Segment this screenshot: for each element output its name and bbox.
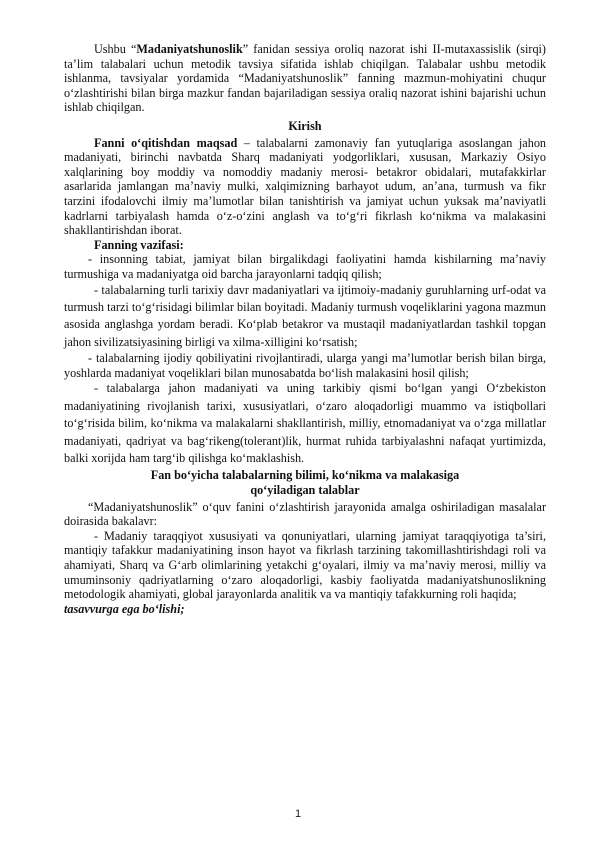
- requirement-closing: [64, 602, 546, 617]
- task-item-2: - talabalarning turli tarixiy davr madaniyatlari va ijtimoiy-madaniy guruhlarning urf-odat va turmush tarzi to‘g‘risidagi bilimlar bilan boyitadi. Madaniy turmush voqeliklarini yagona mazmun asosida anglashga yordam beradi. Ko‘plab betakror va mustaqil madaniyatlardan tashkil topgan jahon sivilizatsiyasining birligi va xilma-xilligini ko‘rsatish;: [64, 282, 546, 349]
- goal-text: – talabalarni zamonaviy fan yutuqlariga asoslangan jahon madaniyati, birinchi navbatda Sharq madaniyati yodgorliklari, xususan, Markaziy Osiyo xalqlarining boy moddiy va nomoddiy madaniy merosi- betakror obidalari, mutafakkirlar asarlarida jamlangan ma’naviy mulki, xalqimizning barhayot udum, an’ana, turmush va fikr tarzini ifodalovchi ilmiy ma’lumotlar bilan tanishtirish va jamiyat uchun yuksak ma’naviyatli kadrlarni tarbiyalash hamda o‘z-o‘zini anglash va to‘g‘ri fikrlash ko‘nikma va malakasini shakllantirishdan iborat.: [64, 135, 547, 238]
- requirement-closing-text: tasavvurga ega bo‘lishi;: [64, 601, 185, 616]
- intro-text-start: Ushbu “: [94, 42, 137, 56]
- task-item-3: - talabalarning ijodiy qobiliyatini rivojlantiradi, ularga yangi ma’lumotlar berish bilan birga, yoshlarda madaniyat voqeliklari bilan munosabatda bo‘lish malakasini hosil qilish;: [64, 351, 546, 380]
- requirement-item-1: - Madaniy taraqqiyot xususiyati va qonuniyatlari, ularning jamiyat taraqqiyotiga ta’siri, mantiqiy tafakkur madaniyatining inson hayot va fikrlash tarzining takomillashtirishdagi roli va ahamiyati, Sharq va G‘arb olimlarining yetakchi g‘oyalari, ilmiy va ma’naviy merosi, milliy va umuminsoniy qadriyatlarning o‘zaro aloqadorligi, kasbiy faoliyatda madaniyatshunoslikning metodologik ahamiyati, global jarayonlarda analitik va va mantiqiy tafakkurning roli haqida;: [64, 528, 546, 602]
- section-title-kirish: Kirish: [288, 118, 322, 133]
- tasks-label: [64, 238, 546, 253]
- task-item-4: - talabalarga jahon madaniyati va uning tarkibiy qismi bo‘lgan yangi O‘zbekiston madaniyatining rivojlanish tarixi, xususiyatlari, o‘zaro aloqadorligi muammo va istiqbollari to‘g‘risida bilim, ko‘nikma va malakalarni shakllantirish, milliy, etnomadaniyat va o‘zga millatlar madaniyati, qadriyat va bag‘rikeng(tolerant)lik, hurmat ruhida tarbiyalashni nafaqat yurtimizda, balki xorijda ham targ‘ib qilishga ko‘maklashish.: [64, 381, 546, 465]
- document-page: [64, 42, 546, 616]
- page-number: 1: [294, 808, 302, 820]
- requirements-title-line2: qo‘yiladigan talablar: [250, 482, 360, 497]
- goal-paragraph: [64, 136, 546, 238]
- course-name: Madaniyatshunoslik: [136, 42, 243, 56]
- intro-text-rest: ” fanidan sessiya oroliq nazorat ishi II-mutaxassislik (sirqi) ta’lim talabalari uchun metodik tavsiya sifatida ishlab chiqilgan. Talabalar ushbu metodik ishlanma, tavsiyalar yordamida “Madaniyatshunoslik” fanning mazmun-mohiyatini chuqur o‘zlashtirishi bilan birga mazkur fandan bajariladigan sessiya oraliq nazorat ishini bajarishi uchun ishlab chiqilgan.: [64, 42, 546, 115]
- requirements-intro: “Madaniyatshunoslik” o‘quv fanini o‘zlashtirish jarayonida amalga oshiriladigan masalalar doirasida bakalavr:: [64, 499, 546, 529]
- goal-label: Fanni o‘qitishdan maqsad: [94, 135, 238, 150]
- tasks-label-text: Fanning vazifasi:: [94, 237, 184, 252]
- task-item-1: - insonning tabiat, jamiyat bilan birgalikdagi faoliyatini hamda kishilarning ma’naviy turmushiga va madaniyatga oid barcha jarayonlarni tadqiq qilish;: [64, 252, 546, 281]
- requirements-title-line1: Fan bo‘yicha talabalarning bilimi, ko‘nikma va malakasiga: [150, 468, 460, 483]
- intro-paragraph: [64, 42, 546, 115]
